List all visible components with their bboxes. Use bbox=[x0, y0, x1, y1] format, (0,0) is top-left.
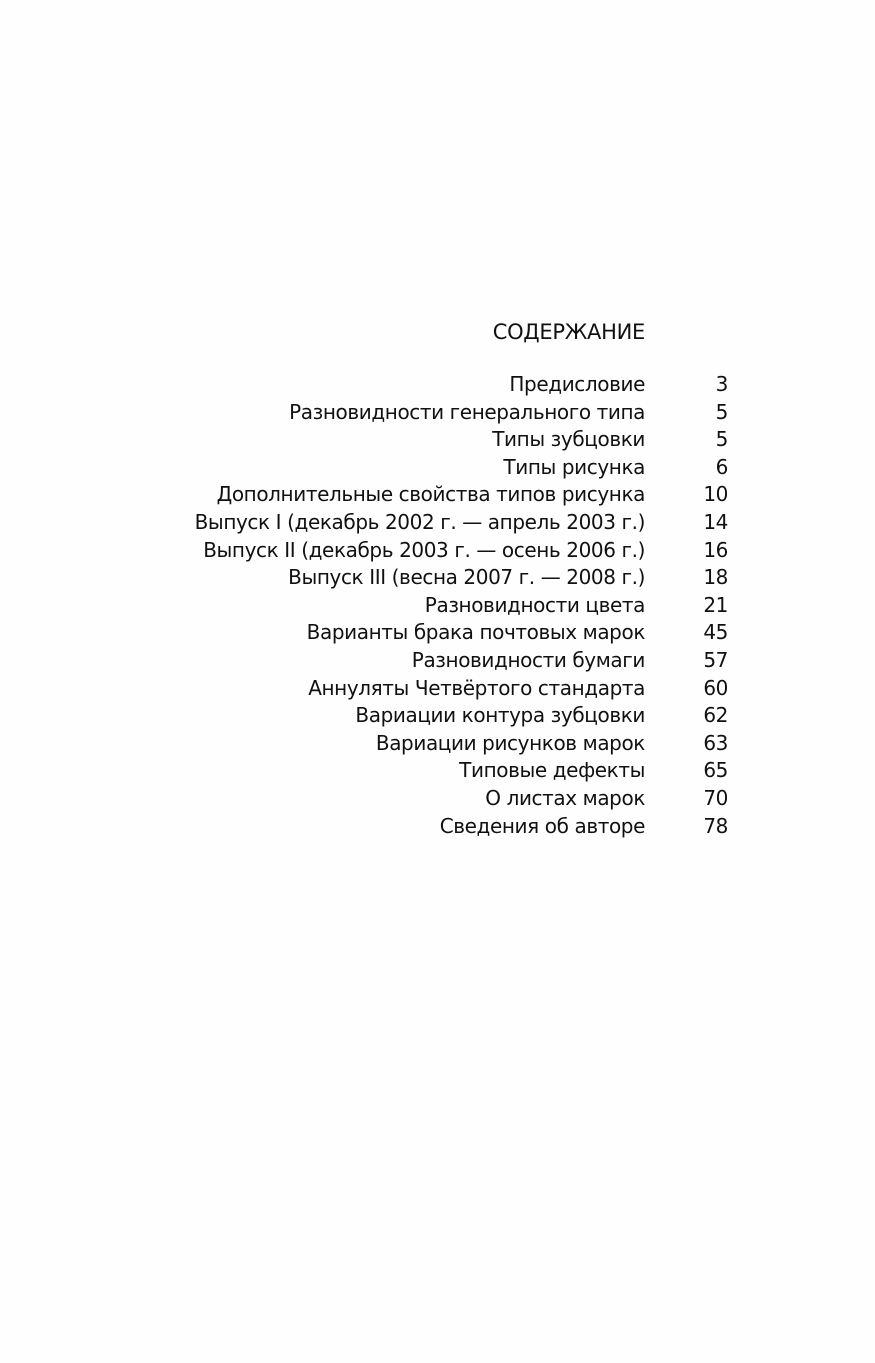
toc-entry bbox=[150, 674, 740, 702]
toc-entry-label: Вариации рисунков марок bbox=[375, 730, 645, 755]
toc-entry bbox=[150, 784, 740, 812]
toc-entry-label: Разновидности генерального типа bbox=[289, 399, 645, 424]
toc-entry-label: Типы зубцовки bbox=[492, 427, 645, 452]
toc-entry-page: 10 bbox=[703, 482, 728, 507]
toc-entry-label: Предисловие bbox=[509, 372, 645, 396]
toc-entry bbox=[150, 701, 740, 729]
toc-entry-page: 14 bbox=[703, 509, 728, 534]
toc-entry-page: 3 bbox=[715, 372, 728, 396]
toc-entry-label: Варианты брака почтовых марок bbox=[306, 620, 645, 645]
toc-entry-label: Дополнительные свойства типов рисунка bbox=[216, 482, 645, 507]
toc-entry-page: 70 bbox=[703, 785, 728, 810]
toc-entry-page: 57 bbox=[703, 647, 728, 672]
toc-entry bbox=[150, 646, 740, 674]
toc-entry-label: Сведения об авторе bbox=[439, 813, 645, 838]
toc-entry bbox=[150, 536, 740, 564]
toc-entry-label: Типы рисунка bbox=[503, 454, 645, 479]
toc-entry bbox=[150, 756, 740, 784]
toc-entry-page: 5 bbox=[715, 427, 728, 452]
toc-entry-page: 21 bbox=[703, 592, 728, 617]
toc-entry bbox=[150, 618, 740, 646]
toc-entry-page: 62 bbox=[703, 703, 728, 728]
toc-entry bbox=[150, 812, 740, 840]
toc-entry bbox=[150, 453, 740, 481]
toc-entry bbox=[150, 398, 740, 426]
toc-entry-label: О листах марок bbox=[485, 785, 645, 810]
toc-entry bbox=[150, 508, 740, 536]
toc-entry bbox=[150, 729, 740, 757]
toc-entry bbox=[150, 480, 740, 508]
toc-entry-label: Типовые дефекты bbox=[459, 758, 645, 783]
toc-entry-page: 78 bbox=[703, 813, 728, 838]
toc-entry-page: 16 bbox=[703, 537, 728, 562]
toc-entry bbox=[150, 370, 740, 398]
toc-entry-label: Выпуск III (весна 2007 г. — 2008 г.) bbox=[288, 565, 645, 590]
toc-entry-page: 63 bbox=[703, 730, 728, 755]
toc-entry-label: Разновидности бумаги bbox=[411, 647, 645, 672]
page-title: СОДЕРЖАНИЕ bbox=[492, 320, 645, 344]
toc-entry-page: 65 bbox=[703, 758, 728, 783]
toc-entry-page: 45 bbox=[703, 620, 728, 645]
toc-entry-page: 6 bbox=[715, 454, 728, 479]
toc-entry bbox=[150, 563, 740, 591]
toc-entry-label: Вариации контура зубцовки bbox=[355, 703, 645, 728]
toc-entry bbox=[150, 591, 740, 619]
toc-entry-label: Разновидности цвета bbox=[424, 592, 645, 617]
table-of-contents bbox=[150, 370, 740, 839]
toc-entry bbox=[150, 425, 740, 453]
toc-entry-label: Выпуск II (декабрь 2003 г. — осень 2006 г.) bbox=[203, 537, 645, 562]
toc-entry-label: Выпуск I (декабрь 2002 г. — апрель 2003 г.) bbox=[194, 509, 645, 534]
toc-entry-page: 60 bbox=[703, 675, 728, 700]
toc-entry-page: 5 bbox=[715, 399, 728, 424]
toc-entry-label: Аннуляты Четвёртого стандарта bbox=[308, 675, 645, 700]
toc-entry-page: 18 bbox=[703, 565, 728, 590]
